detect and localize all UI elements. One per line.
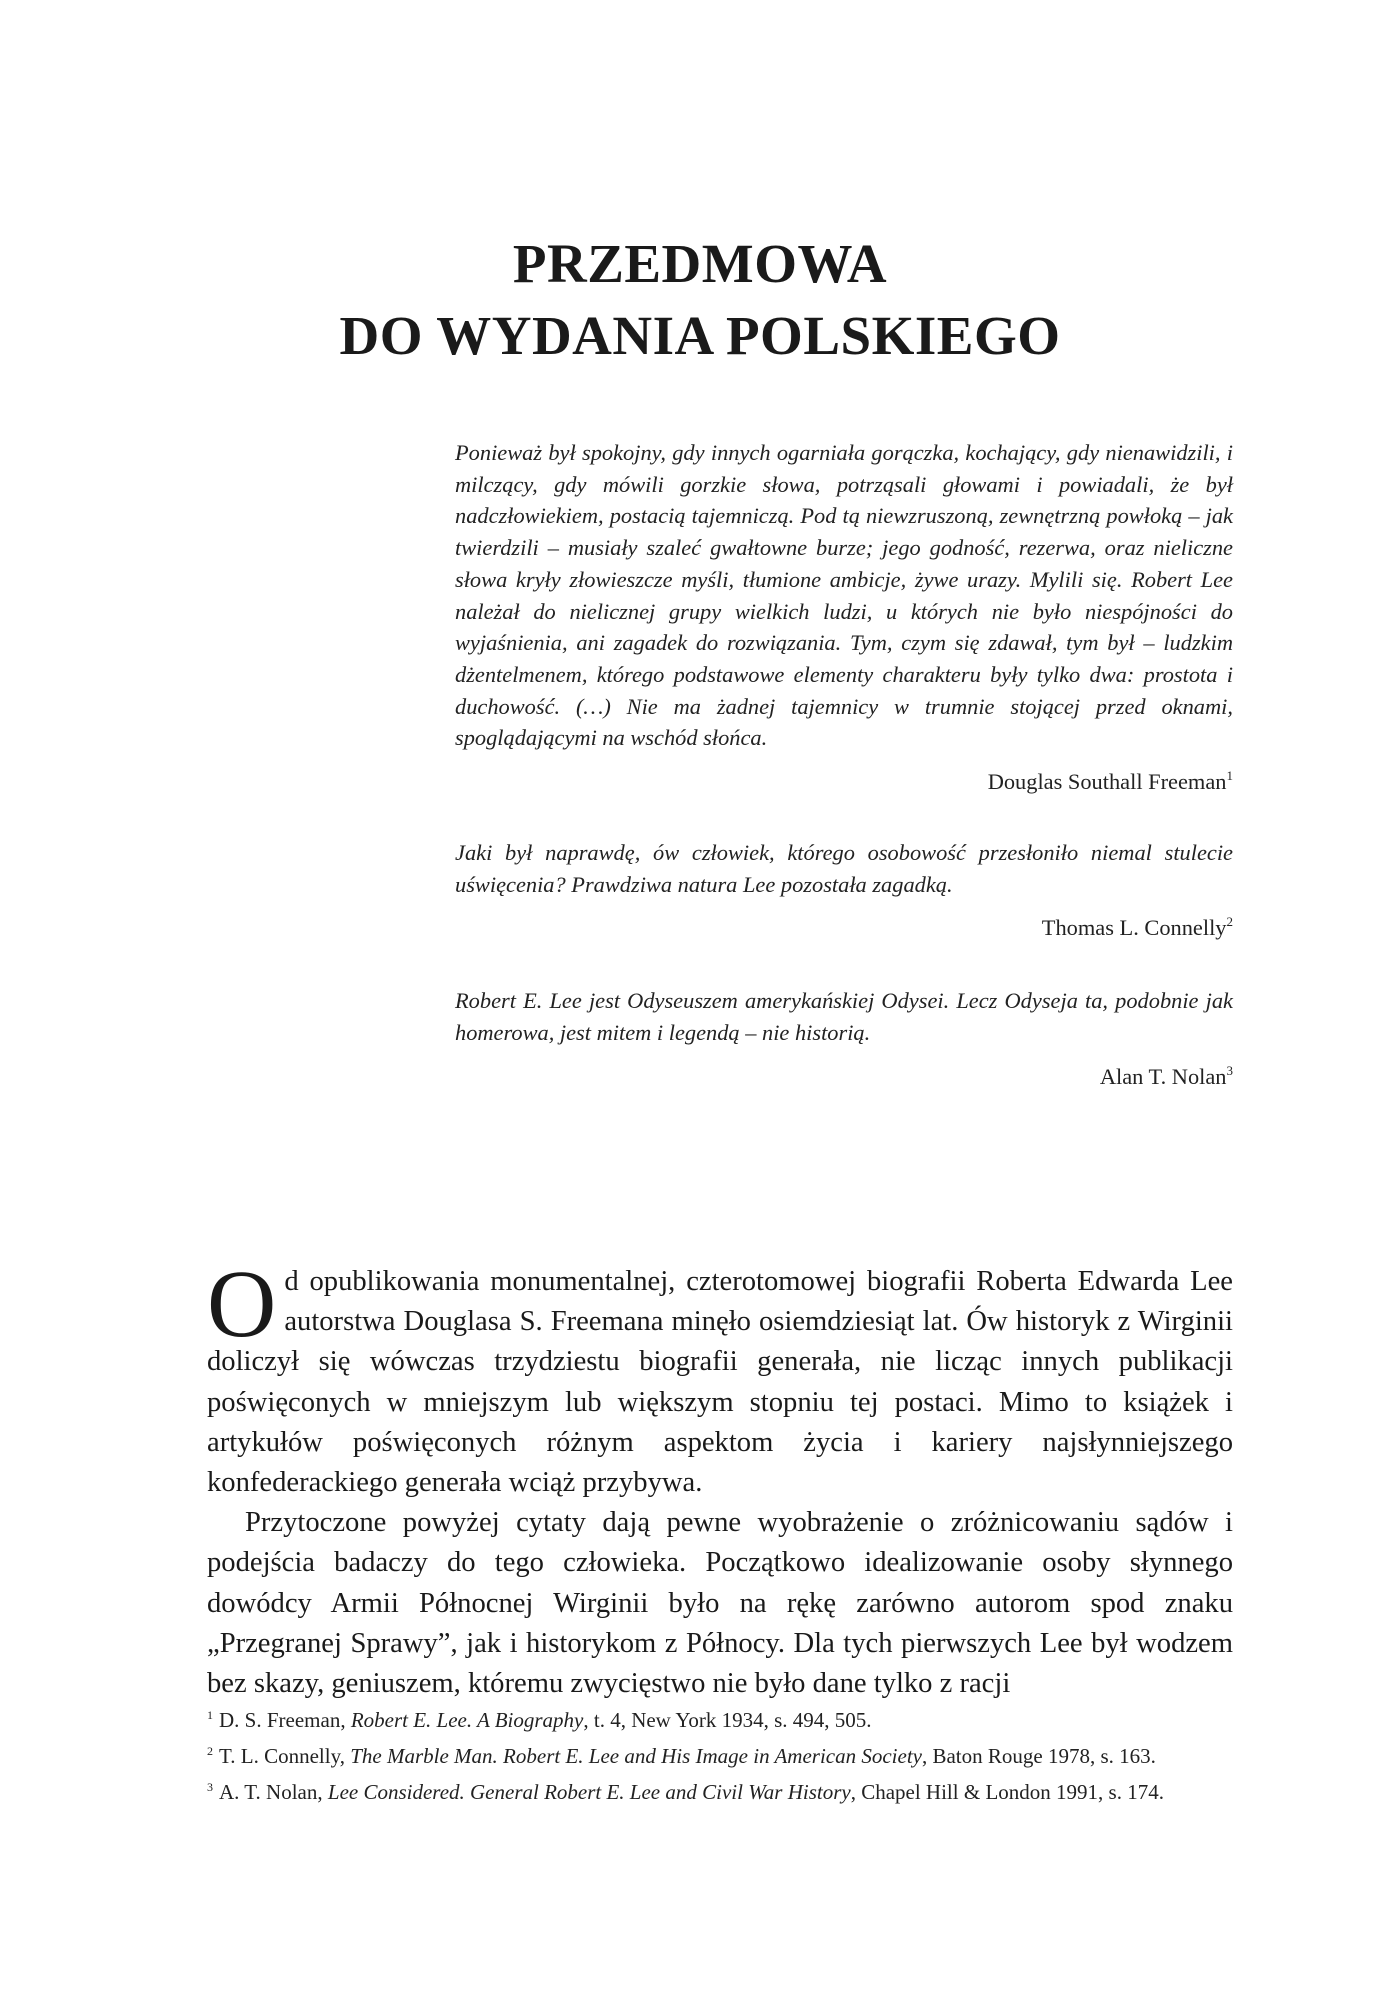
footnote-3 <box>207 1778 1233 1807</box>
footnote-2-title: The Marble Man. Robert E. Lee and His Image in American Society <box>350 1743 922 1768</box>
drop-cap: O <box>207 1250 277 1357</box>
epigraph-3-text: Robert E. Lee jest Odyseuszem amerykańskiej Odysei. Lecz Odyseja ta, podobnie jak homerowa, jest mitem i legendą – nie historią. <box>455 988 1233 1046</box>
epigraph-1-author <box>455 767 1233 797</box>
footnote-3-title: Lee Considered. General Robert E. Lee and Civil War History <box>327 1779 851 1804</box>
paragraph-2: Przytoczone powyżej cytaty dają pewne wyobrażenie o zróżnicowaniu sądów i podejścia badaczy do tego człowieka. Początkowo idealizowanie osoby słynnego dowódcy Armii Północnej Wirginii było na rękę zarówno autorom spod znaku „Przegranej Sprawy”, jak i historykom z Północy. Dla tych pierwszych Lee był wodzem bez skazy, geniuszem, któremu zwycięstwo nie było dane tylko z racji <box>207 1507 1233 1700</box>
footnotes <box>207 1706 1233 1813</box>
paragraph-1 <box>207 1250 1233 1503</box>
title-line-1: PRZEDMOWA <box>512 233 888 294</box>
epigraph-3-author-name: Alan T. Nolan <box>1099 1063 1227 1089</box>
epigraph-3-author <box>455 1062 1233 1092</box>
footnote-2-details: , Baton Rouge 1978, s. 163. <box>921 1743 1156 1768</box>
footnote-1-author: D. S. Freeman, <box>219 1708 351 1732</box>
footnote-3-details: , Chapel Hill & London 1991, s. 174. <box>850 1779 1164 1804</box>
footnote-1-title: Robert E. Lee. A Biography <box>350 1708 584 1732</box>
epigraph-1-author-name: Douglas Southall Freeman <box>987 769 1227 795</box>
epigraphs <box>455 437 1233 1092</box>
main-text <box>207 1250 1233 1704</box>
footnote-2-number: 2 <box>207 1743 213 1758</box>
epigraph-1-text: Ponieważ był spokojny, gdy innych ogarniała gorączka, kochający, gdy nienawidzili, i milczący, gdy mówili gorzkie słowa, potrząsali głowami i powiadali, że był nadczłowiekiem, postacią tajemniczą. Pod tą niewzruszoną, zewnętrzną powłoką – jak twierdzili – musiały szaleć gwałtowne burze; jego godność, rezerwa, oraz nieliczne słowa kryły złowieszcze myśli, tłumione ambicje, żywe urazy. Mylili się. Robert Lee należał do nielicznej grupy wielkich ludzi, u których nie było niespójności do wyjaśnienia, ani zagadek do rozwiązania. Tym, czym się zdawał, tym był – ludzkim dżentelmenem, którego podstawowe elementy charakteru były tylko dwa: prostota i duchowość. (…) Nie ma żadnej tajemnicy w trumnie stojącej przed oknami, spoglądającymi na wschód słońca. <box>455 440 1233 751</box>
footnote-1-number: 1 <box>207 1708 213 1722</box>
footnote-1-details: , t. 4, New York 1934, s. 494, 505. <box>583 1708 872 1732</box>
epigraph-2-author-name: Thomas L. Connelly <box>1041 915 1227 941</box>
epigraph-2-text: Jaki był naprawdę, ów człowiek, którego osobowość przesłoniło niemal stulecie uświęcenia? Prawdziwa natura Lee pozostała zagadką. <box>455 840 1233 897</box>
epigraph-2-note-ref: 2 <box>1226 914 1233 930</box>
footnote-2-author: T. L. Connelly, <box>219 1743 351 1768</box>
footnote-3-author: A. T. Nolan, <box>219 1779 328 1804</box>
paragraph-1-text: d opublikowania monumentalnej, czterotomowej biografii Roberta Edwarda Lee autorstwa Douglasa S. Freemana minęło osiemdziesiąt lat. Ów historyk z Wirginii doliczył się wówczas trzydziestu biografii generała, nie licząc innych publikacji poświęconych w mniejszym lub większym stopniu tej postaci. Mimo to książek i artykułów poświęconych różnym aspektom życia i kariery najsłynniejszego konfederackiego generała wciąż przybywa. <box>207 1266 1233 1499</box>
epigraph-2-author <box>455 913 1233 943</box>
epigraph-3-note-ref: 3 <box>1226 1062 1233 1078</box>
title-line-2: DO WYDANIA POLSKIEGO <box>339 305 1061 366</box>
epigraph-1-note-ref: 1 <box>1226 768 1233 784</box>
footnote-1 <box>207 1706 1233 1735</box>
page-title <box>200 228 1200 372</box>
footnote-2 <box>207 1742 1233 1771</box>
footnote-3-number: 3 <box>207 1779 213 1794</box>
